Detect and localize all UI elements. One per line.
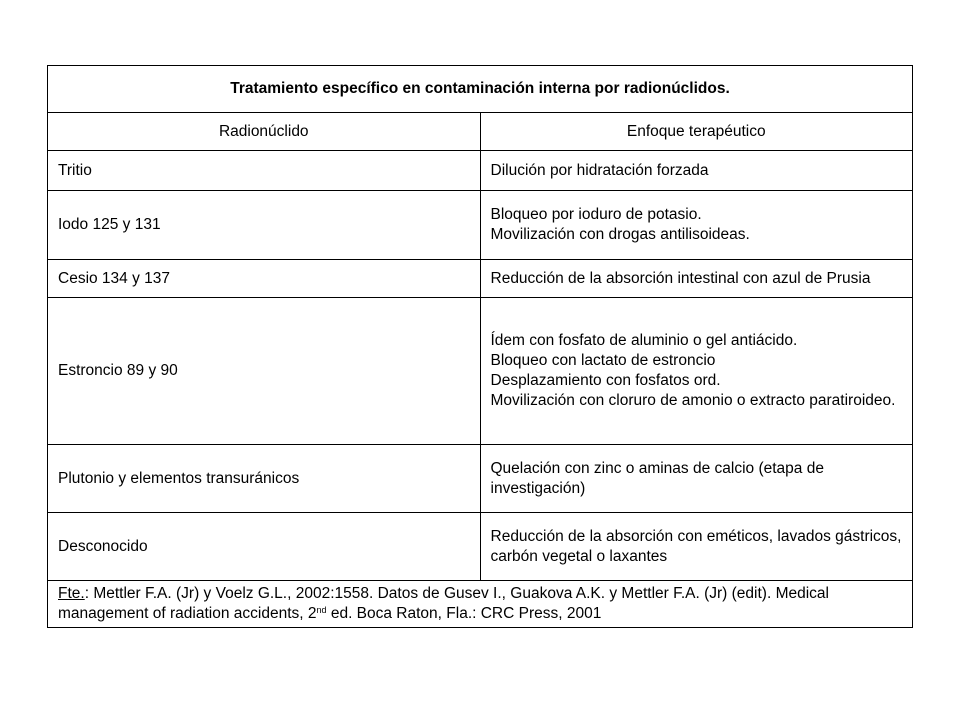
title-row (48, 66, 913, 113)
treatment-cell (480, 151, 913, 191)
treatment-line: Quelación con zinc o aminas de calcio (etapa de investigación) (490, 459, 824, 497)
source-text-end: ed. Boca Raton, Fla.: CRC Press, 2001 (326, 605, 602, 622)
header-treatment: Enfoque terapéutico (480, 113, 913, 151)
treatment-line: Bloqueo por ioduro de potasio. (490, 206, 702, 223)
radionuclide-cell: Plutonio y elementos transuránicos (48, 445, 481, 513)
radionuclide-cell: Iodo 125 y 131 (48, 191, 481, 260)
treatment-cell (480, 513, 913, 581)
table-row (48, 513, 913, 581)
table-row (48, 260, 913, 298)
radionuclide-cell: Cesio 134 y 137 (48, 260, 481, 298)
radionuclide-cell: Desconocido (48, 513, 481, 581)
treatment-line: Dilución por hidratación forzada (490, 161, 709, 179)
treatment-cell (480, 298, 913, 445)
table-row (48, 445, 913, 513)
source-citation (48, 581, 913, 628)
treatment-line: Reducción de la absorción intestinal con azul de Prusia (490, 269, 871, 287)
treatment-line: Ídem con fosfato de aluminio o gel antiácido. (490, 332, 798, 349)
header-radionuclide: Radionúclido (48, 113, 481, 151)
treatment-line: Reducción de la absorción con eméticos, lavados gástricos, carbón vegetal o laxantes (490, 527, 902, 565)
treatment-line: Bloqueo con lactato de estroncio (490, 352, 716, 369)
header-row (48, 113, 913, 151)
treatment-line: Movilización con cloruro de amonio o extracto paratiroideo. (490, 392, 896, 409)
treatment-line: Desplazamiento con fosfatos ord. (490, 372, 721, 389)
radionuclide-cell: Estroncio 89 y 90 (48, 298, 481, 445)
treatment-cell (480, 445, 913, 513)
edition-superscript: nd (316, 605, 327, 615)
treatment-cell (480, 260, 913, 298)
table-row (48, 151, 913, 191)
table-row (48, 298, 913, 445)
treatment-cell (480, 191, 913, 260)
table-row (48, 191, 913, 260)
treatment-table (47, 65, 913, 628)
source-label: Fte. (58, 585, 85, 602)
table-title: Tratamiento específico en contaminación interna por radionúclidos. (48, 66, 913, 113)
source-row (48, 581, 913, 628)
radionuclide-cell: Tritio (48, 151, 481, 191)
source-text: : Mettler F.A. (Jr) y Voelz G.L., 2002:1558. Datos de Gusev I., Guakova A.K. y Mettler F.A. (Jr) (edit). Medical management of radiation accidents, 2 (58, 585, 829, 622)
treatment-line: Movilización con drogas antilisoideas. (490, 226, 750, 243)
